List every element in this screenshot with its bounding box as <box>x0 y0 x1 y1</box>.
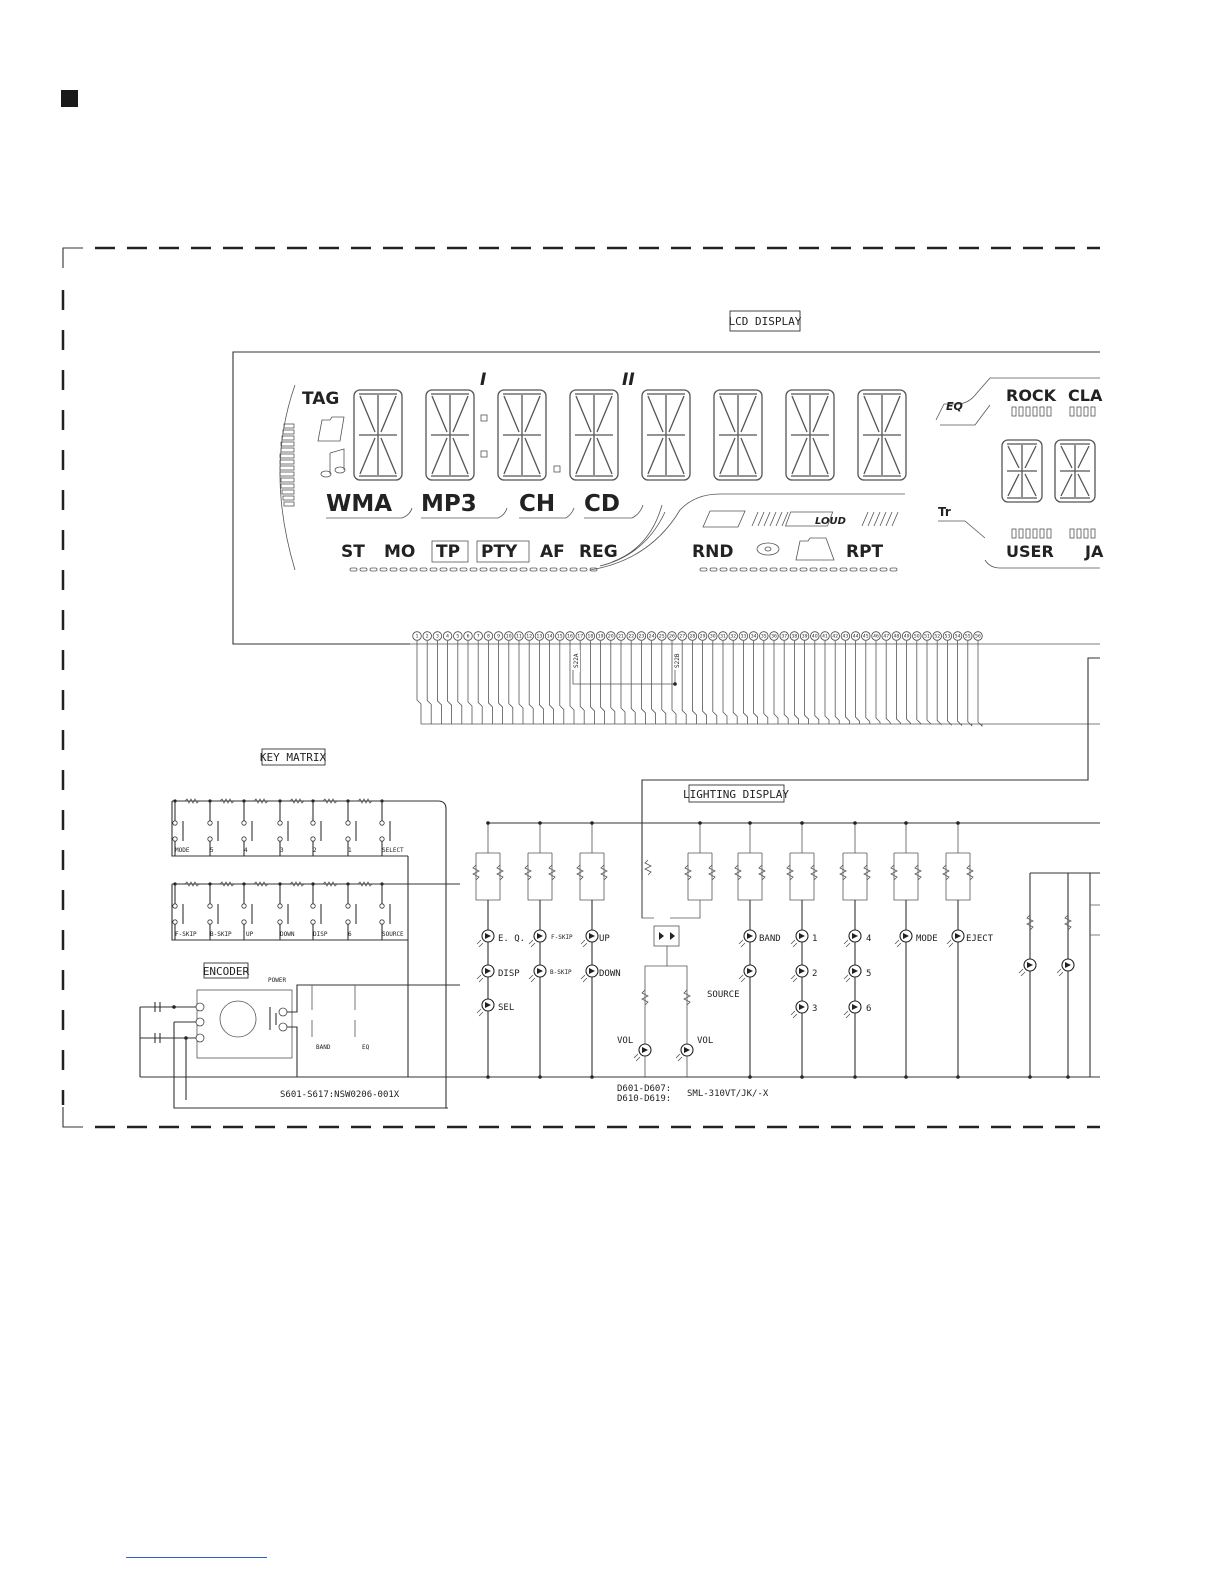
svg-text:LIGHTING DISPLAY: LIGHTING DISPLAY <box>683 788 789 801</box>
svg-text:36: 36 <box>771 634 777 640</box>
connector-pin <box>800 632 809 641</box>
svg-text:F-SKIP: F-SKIP <box>551 934 573 941</box>
encoder-title <box>203 963 250 978</box>
svg-text:26: 26 <box>669 634 675 640</box>
svg-text:27: 27 <box>679 634 686 640</box>
svg-text:BAND: BAND <box>759 934 781 944</box>
lcd-digit <box>354 390 402 480</box>
encoder-power-label: POWER <box>268 977 287 984</box>
lcd-format-ch: CH <box>519 491 556 517</box>
lcd-digit <box>642 390 690 480</box>
lcd-eq-rock: ROCK <box>1006 386 1057 405</box>
key-row1-labels <box>175 847 404 854</box>
svg-text:14: 14 <box>546 634 553 640</box>
lcd-digits <box>354 390 906 480</box>
lcd-dash-row <box>350 568 897 571</box>
svg-text:52: 52 <box>934 634 941 640</box>
svg-text:UP: UP <box>599 934 610 944</box>
svg-text:SEL: SEL <box>498 1003 515 1013</box>
svg-text:53: 53 <box>944 634 951 640</box>
frame-corner-bottom-left <box>63 1107 83 1127</box>
svg-text:12: 12 <box>526 634 533 640</box>
svg-text:15: 15 <box>556 634 563 640</box>
connector-pin <box>627 632 636 641</box>
svg-text:LOUD: LOUD <box>815 516 846 527</box>
lcd-flag-mo: MO <box>384 542 416 562</box>
com-link-node <box>673 682 677 686</box>
connector-pin <box>770 632 779 641</box>
svg-text:54: 54 <box>954 634 961 640</box>
svg-text:ENCODER: ENCODER <box>202 965 250 978</box>
key-matrix-title <box>260 749 327 765</box>
svg-text:25: 25 <box>658 634 665 640</box>
svg-text:33: 33 <box>740 634 747 640</box>
connector-pin <box>933 632 942 641</box>
svg-text:2: 2 <box>313 847 317 854</box>
connector-pin <box>882 632 891 641</box>
encoder-band-label: BAND <box>316 1044 331 1051</box>
eq-bars <box>1012 407 1095 538</box>
connector-pin <box>709 632 718 641</box>
svg-text:5: 5 <box>456 634 460 640</box>
svg-text:D601-D607:: D601-D607: <box>617 1084 672 1094</box>
svg-text:41: 41 <box>822 634 828 640</box>
lcd-eq-cla: CLA <box>1068 386 1103 405</box>
lcd-digit <box>1055 440 1095 502</box>
svg-text:LCD DISPLAY: LCD DISPLAY <box>728 315 802 328</box>
lcd-digit <box>1002 440 1042 502</box>
lcd-flag-pty: PTY <box>481 542 518 562</box>
connector-pin <box>454 632 463 641</box>
lighting-labels <box>498 934 994 1046</box>
lcd-format-cd: CD <box>584 491 620 517</box>
lcd-digit <box>570 390 618 480</box>
svg-text:MODE: MODE <box>916 934 938 944</box>
svg-text:7: 7 <box>476 634 480 640</box>
svg-text:50: 50 <box>913 634 920 640</box>
svg-text:48: 48 <box>893 634 900 640</box>
connector-pin <box>668 632 677 641</box>
svg-text:VOL: VOL <box>617 1036 634 1046</box>
svg-text:5: 5 <box>866 969 872 979</box>
svg-text:2: 2 <box>425 634 429 640</box>
svg-text:30: 30 <box>709 634 716 640</box>
lcd-loud-bar <box>703 511 898 527</box>
svg-text:5: 5 <box>210 847 214 854</box>
svg-text:UP: UP <box>246 931 254 938</box>
svg-text:B-SKIP: B-SKIP <box>210 931 232 938</box>
svg-text:10: 10 <box>505 634 512 640</box>
svg-text:3: 3 <box>812 1004 818 1014</box>
connector-pin <box>902 632 911 641</box>
svg-text:B-SKIP: B-SKIP <box>550 969 572 976</box>
lcd-digit <box>858 390 906 480</box>
connector-pin <box>443 632 452 641</box>
connector-pin <box>872 632 881 641</box>
svg-text:SML-310VT/JK/-X: SML-310VT/JK/-X <box>687 1089 769 1099</box>
svg-text:8: 8 <box>486 634 490 640</box>
svg-text:2: 2 <box>812 969 818 979</box>
encoder-eq-label: EQ <box>362 1044 370 1051</box>
svg-text:18: 18 <box>587 634 594 640</box>
connector-pin <box>484 632 493 641</box>
svg-text:35: 35 <box>760 634 767 640</box>
lcd-tag-label: TAG <box>302 389 340 409</box>
connector-pin <box>658 632 667 641</box>
connector-pin <box>535 632 544 641</box>
connector-pin <box>688 632 697 641</box>
lcd-format-wma: WMA <box>326 491 393 517</box>
connector-pin <box>913 632 922 641</box>
svg-text:22: 22 <box>628 634 635 640</box>
svg-text:44: 44 <box>852 634 859 640</box>
encoder-block <box>140 977 460 1108</box>
svg-text:SOURCE: SOURCE <box>382 931 404 938</box>
lighting-circuit <box>473 821 1100 1079</box>
svg-text:SELECT: SELECT <box>382 847 404 854</box>
svg-text:D610-D619:: D610-D619: <box>617 1094 672 1104</box>
lcd-tr-label: Tr <box>938 505 951 519</box>
svg-text:16: 16 <box>567 634 573 640</box>
lcd-mark-ii: II <box>622 370 635 390</box>
lcd-right-digits <box>1002 440 1095 502</box>
svg-text:37: 37 <box>781 634 788 640</box>
com-a-label: S22A <box>573 653 580 668</box>
key-part-note: S601-S617:NSW0206-001X <box>280 1090 400 1100</box>
connector-pin <box>464 632 473 641</box>
connector-pin <box>413 632 422 641</box>
com-b-label: S22B <box>674 653 681 668</box>
connector-pin <box>566 632 575 641</box>
connector-pin <box>617 632 626 641</box>
svg-text:46: 46 <box>873 634 879 640</box>
lcd-digit <box>786 390 834 480</box>
connector-pin <box>586 632 595 641</box>
svg-text:1: 1 <box>415 634 419 640</box>
connector-pin <box>862 632 871 641</box>
svg-text:EJECT: EJECT <box>966 934 994 944</box>
svg-text:1: 1 <box>348 847 352 854</box>
lcd-connector-pins <box>413 632 983 641</box>
frame-corner-top-left <box>63 248 83 268</box>
connector-pin <box>780 632 789 641</box>
svg-text:19: 19 <box>597 634 604 640</box>
svg-text:56: 56 <box>975 634 981 640</box>
svg-text:34: 34 <box>750 634 757 640</box>
lcd-format-mp3: MP3 <box>421 491 477 517</box>
svg-text:6: 6 <box>348 931 352 938</box>
lcd-rnd-label: RND <box>692 542 734 562</box>
connector-pin <box>637 632 646 641</box>
footer-rule <box>126 1557 267 1558</box>
connector-pin <box>474 632 483 641</box>
svg-text:MODE: MODE <box>175 847 190 854</box>
svg-text:4: 4 <box>446 634 450 640</box>
connector-pin <box>841 632 850 641</box>
key-row2-labels <box>175 931 404 938</box>
svg-text:DISP: DISP <box>498 969 520 979</box>
lcd-flag-st: ST <box>341 542 365 562</box>
svg-text:21: 21 <box>618 634 624 640</box>
svg-text:SOURCE: SOURCE <box>707 990 740 1000</box>
svg-text:49: 49 <box>903 634 910 640</box>
svg-text:6: 6 <box>466 634 470 640</box>
connector-pin <box>749 632 758 641</box>
connector-pin <box>596 632 605 641</box>
connector-pin <box>943 632 952 641</box>
svg-text:42: 42 <box>832 634 839 640</box>
svg-text:28: 28 <box>689 634 696 640</box>
svg-text:43: 43 <box>842 634 849 640</box>
svg-text:13: 13 <box>536 634 543 640</box>
svg-text:4: 4 <box>244 847 248 854</box>
svg-text:47: 47 <box>883 634 890 640</box>
svg-text:E. Q.: E. Q. <box>498 934 526 944</box>
svg-text:31: 31 <box>720 634 726 640</box>
connector-pin <box>729 632 738 641</box>
connector-pin <box>964 632 973 641</box>
lighting-display-title <box>683 785 789 802</box>
svg-text:55: 55 <box>964 634 971 640</box>
lcd-colon-upper <box>481 415 487 457</box>
svg-text:3: 3 <box>435 634 439 640</box>
connector-pin <box>790 632 799 641</box>
svg-text:9: 9 <box>497 634 501 640</box>
connector-pin <box>739 632 748 641</box>
svg-text:DISP: DISP <box>313 931 328 938</box>
svg-text:VOL: VOL <box>697 1036 714 1046</box>
connector-pin <box>545 632 554 641</box>
svg-text:4: 4 <box>866 934 872 944</box>
svg-text:11: 11 <box>516 634 522 640</box>
connector-pin <box>719 632 728 641</box>
svg-text:1: 1 <box>812 934 818 944</box>
com-link-wire <box>573 670 675 684</box>
lcd-flag-af: AF <box>540 542 565 562</box>
connector-pin <box>525 632 534 641</box>
connector-pin <box>423 632 432 641</box>
connector-pin <box>974 632 983 641</box>
disc-icon <box>757 543 779 555</box>
svg-text:23: 23 <box>638 634 645 640</box>
svg-text:29: 29 <box>699 634 706 640</box>
folder-icon-2 <box>796 538 834 560</box>
connector-pin <box>433 632 442 641</box>
lcd-eq-label: EQ <box>946 400 963 413</box>
svg-text:40: 40 <box>811 634 818 640</box>
lcd-decimal-point <box>554 466 560 472</box>
lcd-digit <box>498 390 546 480</box>
connector-pin <box>698 632 707 641</box>
connector-pin <box>811 632 820 641</box>
key-matrix <box>172 799 460 1108</box>
music-note-icon <box>321 449 345 477</box>
svg-text:39: 39 <box>801 634 808 640</box>
connector-pin <box>831 632 840 641</box>
lcd-digit <box>426 390 474 480</box>
connector-pin <box>821 632 830 641</box>
svg-text:3: 3 <box>280 847 284 854</box>
lcd-eq-user: USER <box>1006 542 1054 561</box>
connector-pin <box>505 632 514 641</box>
lcd-flag-tp: TP <box>436 542 461 562</box>
lcd-mark-i: I <box>480 370 487 390</box>
connector-pin <box>494 632 503 641</box>
connector-pin <box>647 632 656 641</box>
connector-pin <box>607 632 616 641</box>
svg-text:45: 45 <box>862 634 869 640</box>
svg-text:51: 51 <box>924 634 930 640</box>
lcd-display-title <box>729 311 802 331</box>
connector-pin <box>892 632 901 641</box>
svg-text:DOWN: DOWN <box>599 969 621 979</box>
connector-pin <box>576 632 585 641</box>
connector-pin <box>515 632 524 641</box>
svg-text:24: 24 <box>648 634 655 640</box>
svg-text:DOWN: DOWN <box>280 931 295 938</box>
lcd-digit <box>714 390 762 480</box>
connector-pin <box>678 632 687 641</box>
connector-pin <box>923 632 932 641</box>
lcd-eq-ja: JA <box>1085 542 1104 561</box>
svg-text:20: 20 <box>607 634 614 640</box>
svg-text:F-SKIP: F-SKIP <box>175 931 197 938</box>
svg-text:KEY MATRIX: KEY MATRIX <box>259 751 327 764</box>
connector-pin <box>851 632 860 641</box>
folder-icon <box>318 417 344 441</box>
svg-text:6: 6 <box>866 1004 872 1014</box>
lighting-part-note <box>617 1084 769 1104</box>
lcd-connector-wires <box>410 641 1100 726</box>
encoder-knob-icon <box>220 1001 256 1037</box>
connector-pin <box>760 632 769 641</box>
lcd-rpt-label: RPT <box>846 542 884 562</box>
level-meter-icon <box>280 385 295 570</box>
lcd-flag-reg: REG <box>579 542 618 562</box>
connector-pin <box>953 632 962 641</box>
svg-text:17: 17 <box>577 634 584 640</box>
connector-pin <box>556 632 565 641</box>
svg-text:38: 38 <box>791 634 798 640</box>
svg-text:32: 32 <box>730 634 737 640</box>
